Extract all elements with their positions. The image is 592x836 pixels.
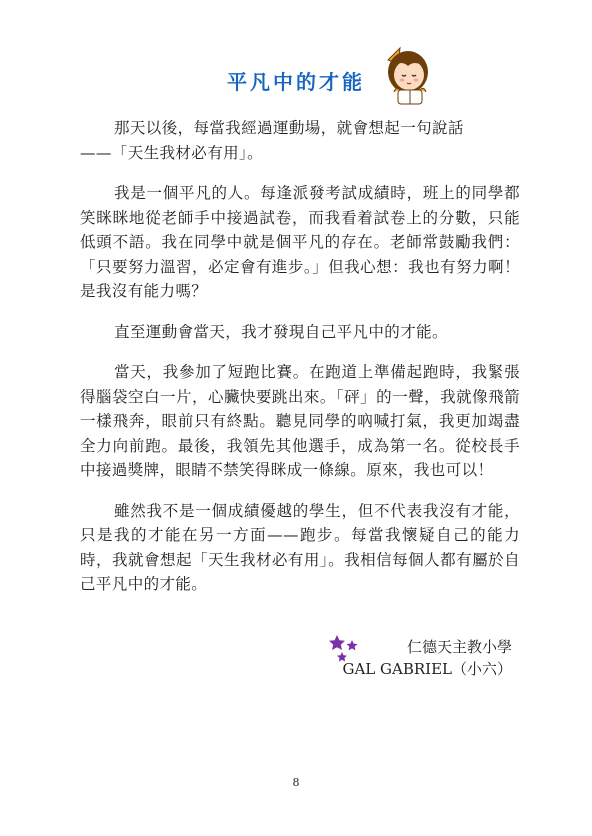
paragraph-4: 當天，我參加了短跑比賽。在跑道上準備起跑時，我緊張得腦袋空白一片，心臟快要跳出來。「砰」的一聲，我就像飛箭一樣飛奔，眼前只有終點。聽見同學的吶喊打氣，我更加竭盡全力向前跑。最後，我領先其他選手，成為第一名。從校長手中接過獎牌，眼睛不禁笑得眯成一條線。原來，我也可以！ [80,363,520,479]
reading-girl-illustration [378,42,442,106]
author-name: GAL GABRIEL（小六） [342,660,512,678]
article-title: 平凡中的才能 [227,70,365,94]
school-name: 仁德天主教小學 [406,638,512,656]
paragraph-2: 我是一個平凡的人。每逢派發考試成績時，班上的同學都笑眯眯地從老師手中接過試卷，而我看着試卷上的分數，只能低頭不語。我在同學中就是個平凡的存在。老師常鼓勵我們：「只要努力溫習，必定會有進步。」但我心想：我也有努力啊！是我沒有能力嗎？ [80,184,520,300]
page-number: 8 [292,776,300,789]
article-body [80,116,520,613]
paragraph-3: 直至運動會當天，我才發現自己平凡中的才能。 [114,322,448,341]
paragraph-1: 那天以後，每當我經過運動場，就會想起一句說話 ——「天生我材必有用」。 [80,119,464,162]
paragraph-5: 雖然我不是一個成績優越的學生，但不代表我沒有才能，只是我的才能在另一方面——跑步。每當我懷疑自己的能力時，我就會想起「天生我材必有用」。我相信每個人都有屬於自己平凡中的才能。 [80,501,520,593]
paragraph-1-continuation: ——「天生我材必有用」。 [80,143,264,162]
signature [342,636,512,680]
